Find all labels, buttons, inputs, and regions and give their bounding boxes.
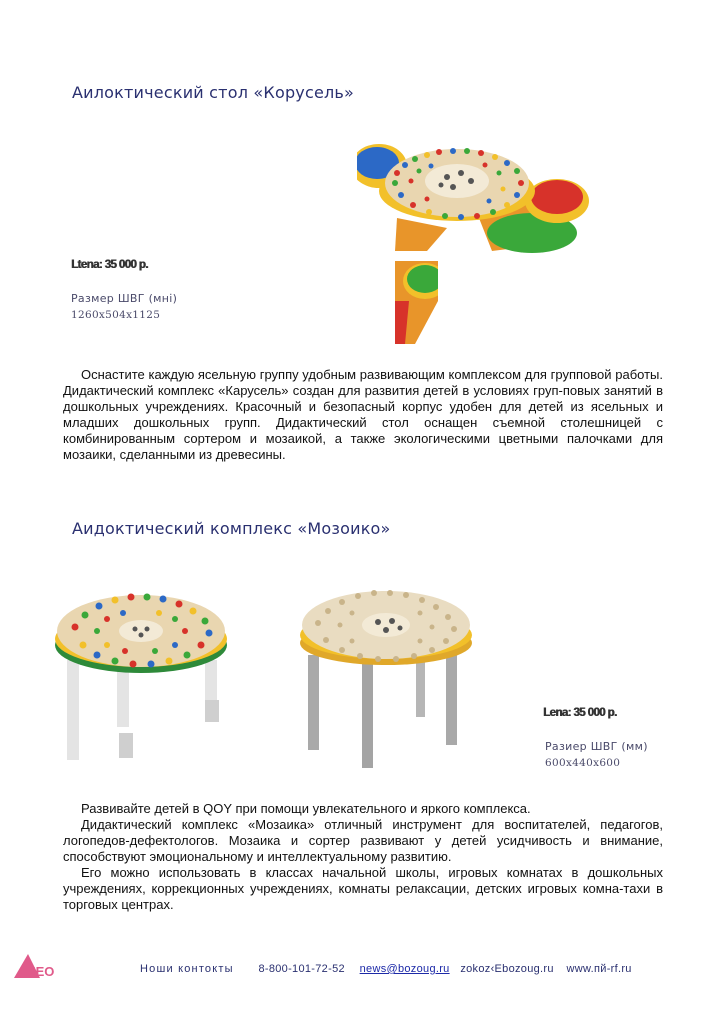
section2-paragraph-3: Его можно использовать в классах начальной школы, игровых комнатах в дошкольных учреждениях, коррекционных учреждениях, комнаты релаксации, детских игровых комна-тахи в торговых центрах. <box>63 865 663 912</box>
section1-size-value: 1260x504x1125 <box>71 309 161 321</box>
section2-price: Lena: 35 000 p. <box>543 707 617 719</box>
footer-email-link[interactable]: news@bozoug.ru <box>359 963 450 975</box>
section2-paragraph-2: Дидактический комплекс «Мозаика» отличный инструмент для воспитателей, педагогов, логопедов-дефектологов. Мозаика и сортер развивают у детей усидчивость и внимание, способствуют эмоциональному и интеллектуальному развитию. <box>63 817 663 864</box>
section1-title: Аилоктический стол «Корусель» <box>72 83 355 102</box>
footer-phone[interactable]: 8-800-101-72-52 <box>258 963 345 975</box>
footer-label: Ноши контокты <box>140 963 234 975</box>
section2-size-value: 600x440x600 <box>545 757 621 769</box>
section2-size-label: Разиер ШВГ (мм) <box>545 740 648 753</box>
section1-description <box>63 367 663 463</box>
company-logo <box>14 950 62 978</box>
carousel-table-image <box>357 133 589 253</box>
footer-contacts <box>140 963 632 975</box>
carousel-seat-fragment-image <box>395 261 438 344</box>
svg-text:IEO: IEO <box>32 964 55 978</box>
mosaic-table-colorful-image <box>55 575 227 765</box>
section2-title: Аидоктический комплекс «Мозоико» <box>72 519 391 538</box>
section1-size-label: Размер ШВГ (мні) <box>71 292 178 305</box>
section1-price: Ltena: 35 000 p. <box>71 259 148 271</box>
mosaic-table-natural-image <box>300 585 472 775</box>
footer-site[interactable]: www.пй-rf.ru <box>566 963 632 975</box>
section1-description-text: Оснастите каждую ясельную группу удобным развивающим комплексом для групповой работы. Дидактический комплекс «Карусель» создан для развития детей в условиях груп-повых занятий в дошкольных учреждениях. Красочный и безопасный корпус удобен для детей из ясельных и младших дошкольных групп. Дидактический стол оснащен съемной столешницей с комбинированным сортером и мозаикой, а также экологическими цветными палочками для мозаики, сделанными из древесины. <box>63 367 663 462</box>
footer-email2[interactable]: zokoz‹Ebozoug.ru <box>460 963 554 975</box>
section2-description <box>63 801 663 913</box>
section2-paragraph-1: Развивайте детей в QOY при помощи увлекательного и яркого комплекса. <box>81 801 531 816</box>
